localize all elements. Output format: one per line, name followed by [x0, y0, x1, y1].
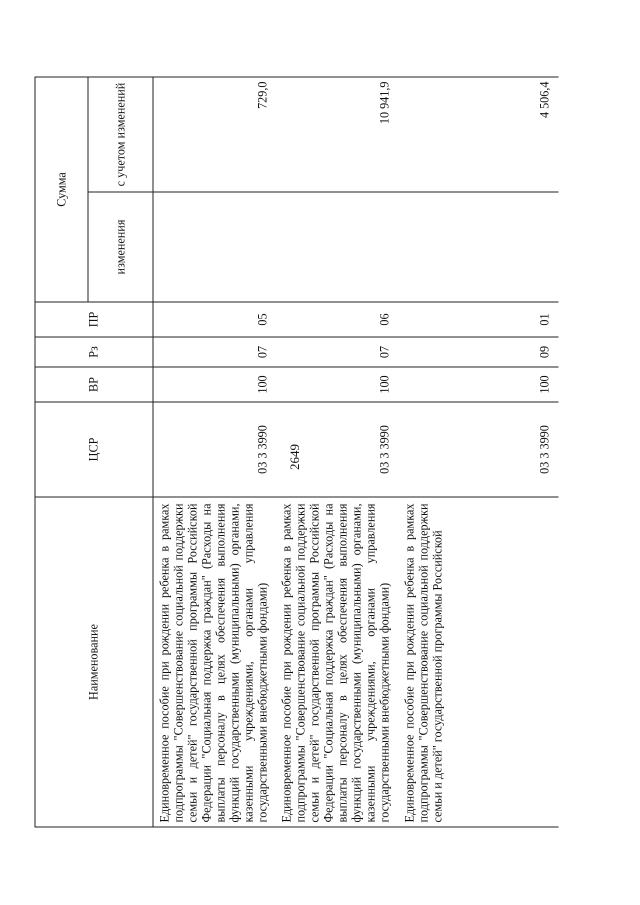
row-with-changes: 729,0 [153, 77, 276, 192]
header-changes: изменения [88, 192, 153, 302]
budget-table [35, 76, 559, 827]
row-vr: 100 [153, 367, 276, 402]
row-name: Единовременное пособие при рождении ребенка в рамках подпрограммы "Совершенствование социальной поддержки семьи и детей" государственной программы Российской Федерации "Социальная поддержка граждан" (Расходы на выплаты персоналу в целях обеспечения выполнения функций государственными (муниципальными) органами, казенными учреждениями, органами управления государственными внебюджетными фондами) [276, 497, 398, 827]
row-vr: 100 [398, 367, 558, 402]
row-with-changes: 10 941,9 [276, 77, 398, 192]
table-body [153, 77, 558, 827]
row-name: Единовременное пособие при рождении ребенка в рамках подпрограммы "Совершенствование социальной поддержки семьи и детей" государственной программы Российской Федерации "Социальная поддержка граждан" (Расходы на выплаты персоналу в целях обеспечения выполнения функций государственными (муниципальными) органами, казенными учреждениями, органами управления государственными внебюджетными фондами) [153, 497, 276, 827]
row-changes [398, 192, 558, 302]
row-changes [153, 192, 276, 302]
page-number: 2649 [287, 444, 302, 470]
row-vr: 100 [276, 367, 398, 402]
header-vr: ВР [35, 367, 153, 402]
header-name: Наименование [35, 497, 153, 827]
row-rz: 07 [276, 337, 398, 367]
row-pr: 06 [276, 302, 398, 337]
row-changes [276, 192, 398, 302]
rotated-document [35, 78, 606, 828]
header-rz: Рз [35, 337, 153, 367]
table-row [276, 77, 398, 827]
row-csr: 03 3 3990 [276, 402, 398, 497]
row-csr: 03 3 3990 [153, 402, 276, 497]
header-with-changes: с учетом изменений [88, 77, 153, 192]
row-pr: 05 [153, 302, 276, 337]
table-row [153, 77, 276, 827]
row-rz: 07 [153, 337, 276, 367]
row-pr: 01 [398, 302, 558, 337]
table-row [398, 77, 558, 827]
row-rz: 09 [398, 337, 558, 367]
row-with-changes: 4 506,4 [398, 77, 558, 192]
table-header [35, 77, 153, 827]
header-sum: Сумма [35, 77, 88, 302]
row-name: Единовременное пособие при рождении ребенка в рамках подпрограммы "Совершенствование социальной поддержки семьи и детей" государственной программы Российской [398, 497, 558, 827]
header-csr: ЦСР [35, 402, 153, 497]
row-csr: 03 3 3990 [398, 402, 558, 497]
header-pr: ПР [35, 302, 153, 337]
